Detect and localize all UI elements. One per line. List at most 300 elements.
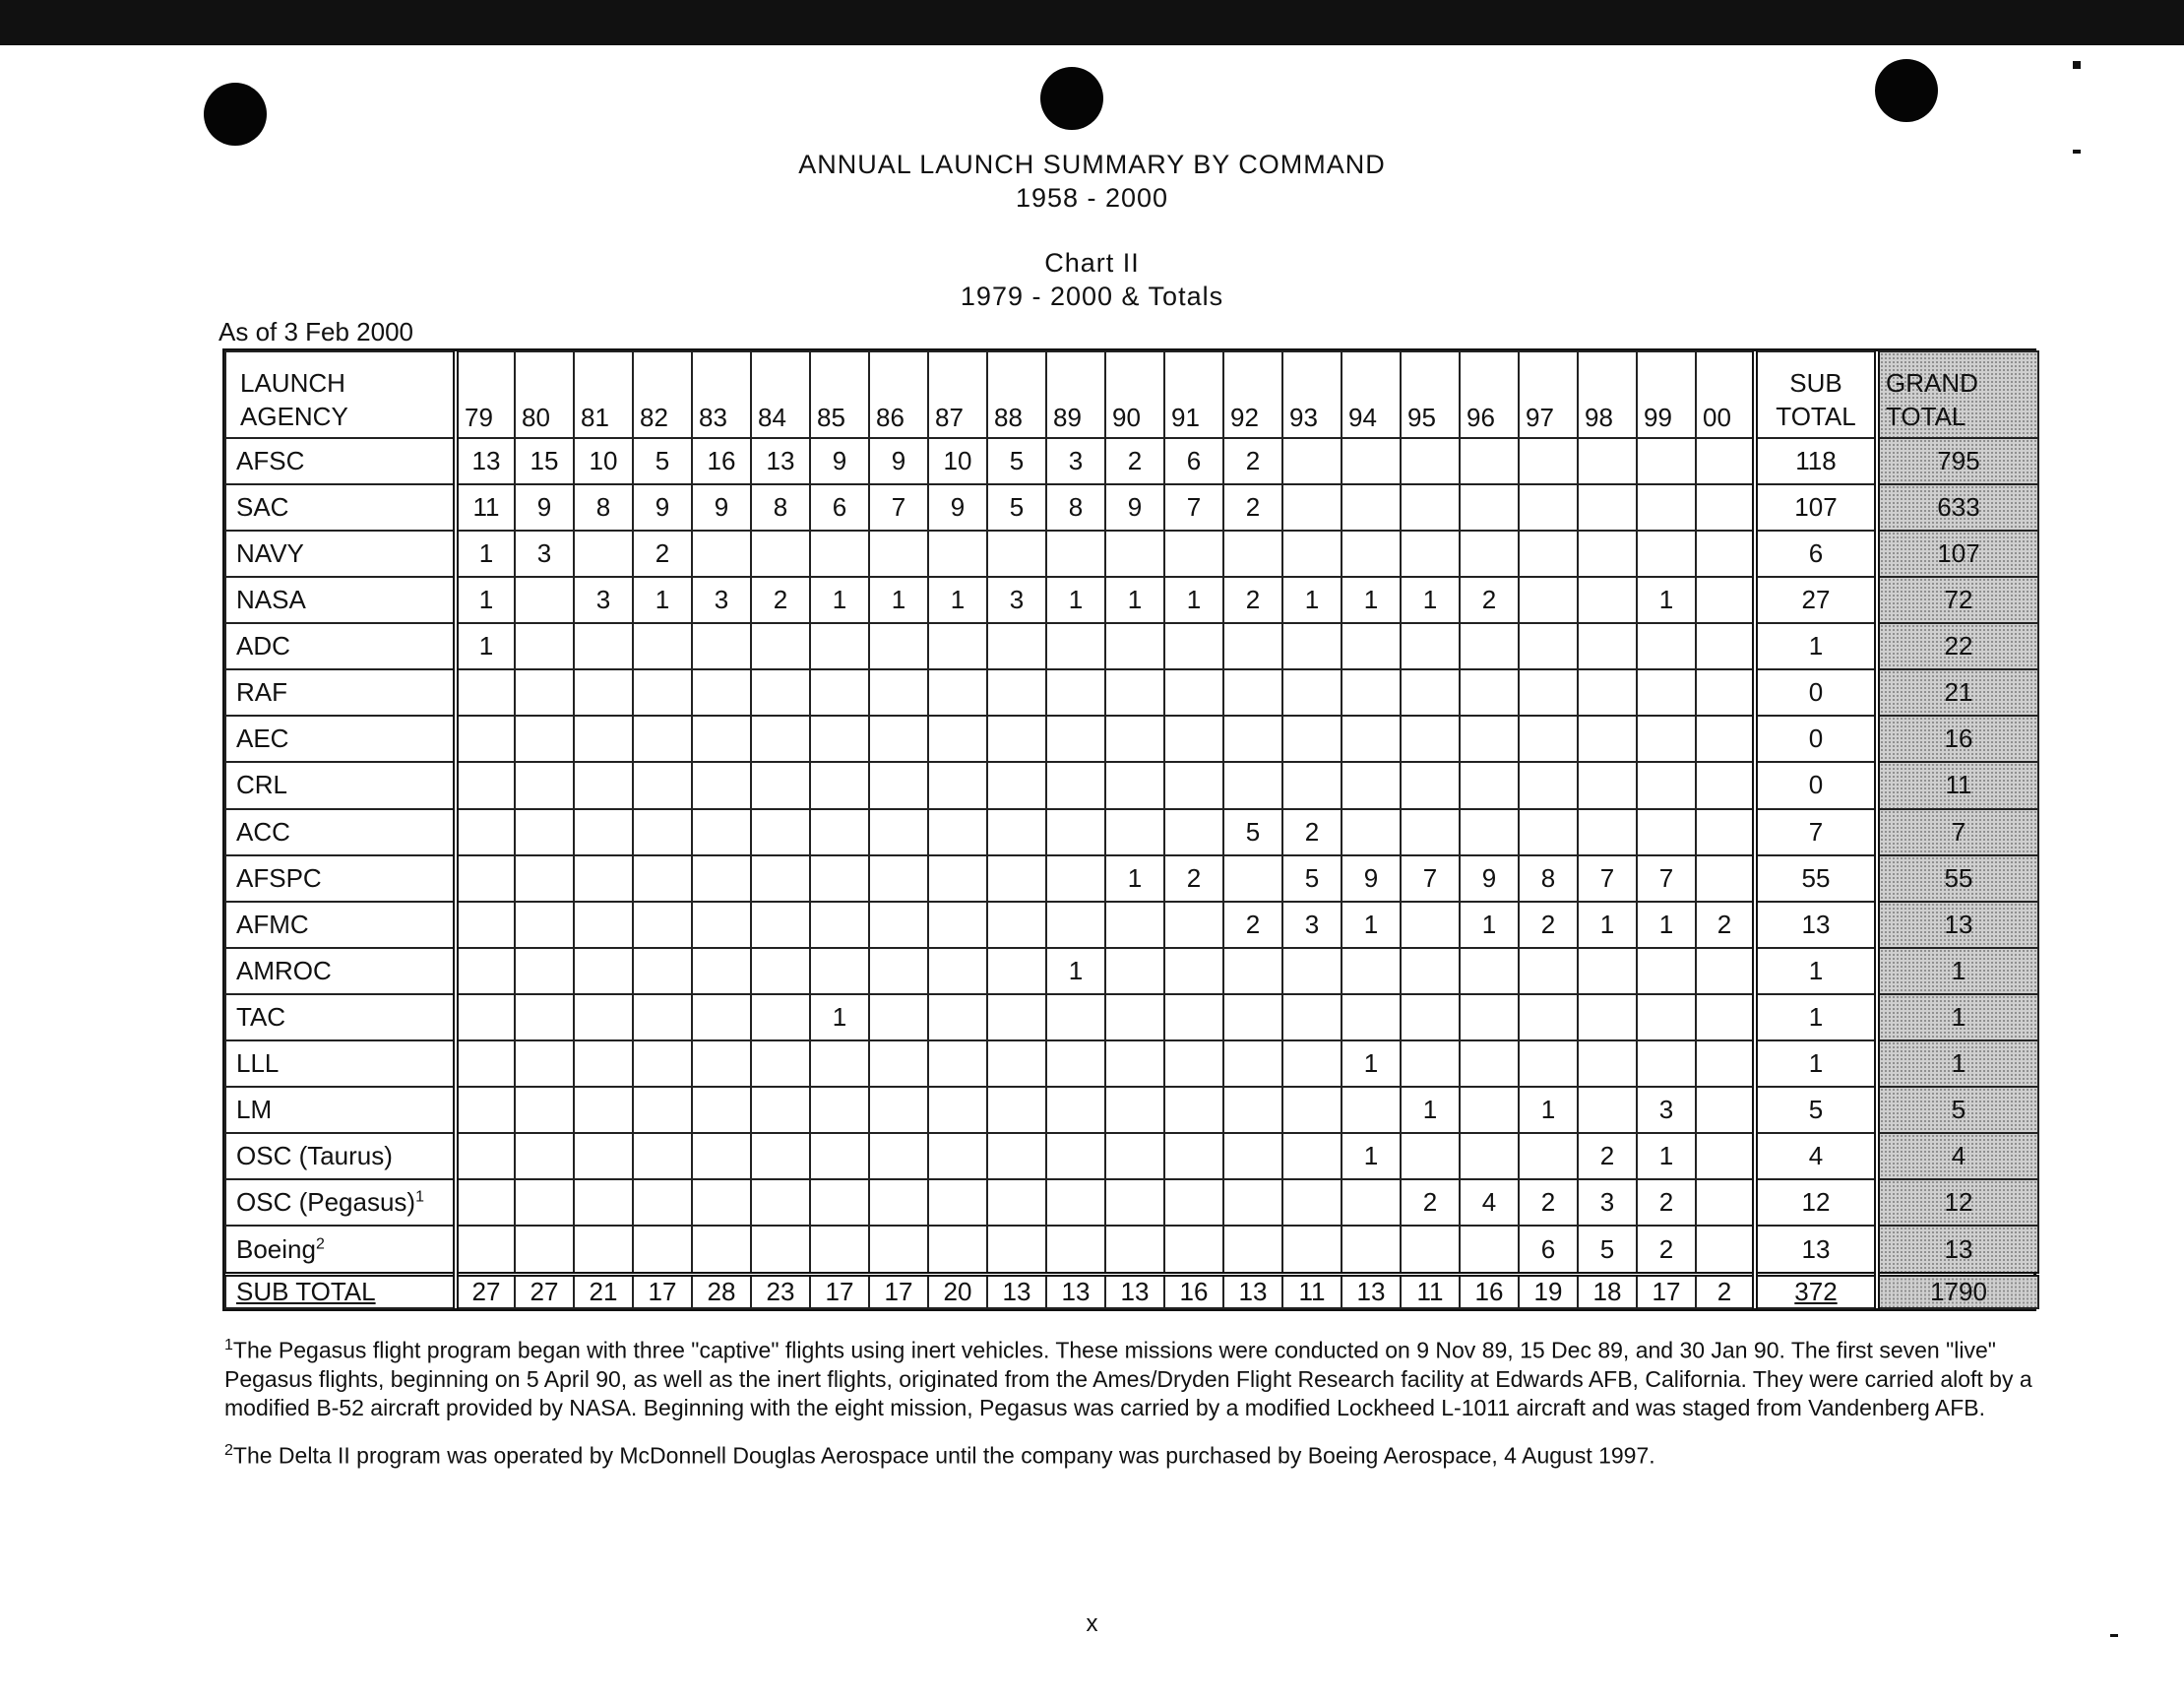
- launch-count-cell: [1223, 669, 1282, 716]
- chart-label: Chart II: [1044, 248, 1140, 278]
- launch-count-cell: [810, 669, 869, 716]
- grand-total-cell: 1: [1877, 994, 2038, 1040]
- year-sub-total-cell: 17: [810, 1275, 869, 1309]
- launch-count-cell: [1401, 531, 1460, 577]
- year-header: 82: [633, 351, 692, 438]
- launch-count-cell: [928, 1133, 987, 1179]
- launch-count-cell: [1460, 762, 1519, 808]
- sub-total-cell: 6: [1755, 531, 1877, 577]
- launch-count-cell: [1223, 948, 1282, 994]
- agency-name: SAC: [225, 484, 456, 531]
- launch-count-cell: [1342, 716, 1401, 762]
- launch-count-cell: [633, 1087, 692, 1133]
- launch-count-cell: [1223, 623, 1282, 669]
- launch-count-cell: [574, 1179, 633, 1226]
- year-header: 00: [1696, 351, 1755, 438]
- launch-count-cell: 2: [1282, 809, 1342, 855]
- launch-count-cell: [1164, 716, 1223, 762]
- agency-name: AFMC: [225, 902, 456, 948]
- launch-count-cell: [1046, 716, 1105, 762]
- table-row: [225, 762, 2038, 808]
- year-header: 94: [1342, 351, 1401, 438]
- launch-count-cell: [1637, 1040, 1696, 1087]
- launch-count-cell: [810, 623, 869, 669]
- launch-count-cell: [869, 1226, 928, 1274]
- sub-total-cell: 27: [1755, 577, 1877, 623]
- launch-count-cell: [692, 1133, 751, 1179]
- launch-count-cell: [810, 1087, 869, 1133]
- grand-total-cell: 5: [1877, 1087, 2038, 1133]
- launch-count-cell: [456, 855, 515, 902]
- launch-count-cell: 9: [692, 484, 751, 531]
- launch-count-cell: [692, 994, 751, 1040]
- table-row: [225, 531, 2038, 577]
- launch-count-cell: [1578, 762, 1637, 808]
- footnote-1: $^1$The Pegasus flight program began with three "captive" flights using inert vehicles. These missions were conducted on 9 Nov 89, 15 Dec 89, and 30 Jan 90. The first seven "live" Pegasus flights, beginning on 5 April 90, as well as the inert flights, originated from the Ames/Dryden Flight Research facility at Edwards AFB, California. They were carried aloft by a modified B-52 aircraft provided by NASA. Beginning with the eight mission, Pegasus was carried by a modified Lockheed L-1011 aircraft and was staged from Vandenberg AFB.: [224, 1337, 2032, 1420]
- launch-count-cell: [1105, 531, 1164, 577]
- launch-count-cell: 1: [810, 994, 869, 1040]
- launch-count-cell: [1637, 623, 1696, 669]
- launch-count-cell: [1578, 1087, 1637, 1133]
- launch-count-cell: [515, 577, 574, 623]
- launch-count-cell: [1223, 994, 1282, 1040]
- launch-count-cell: 2: [1519, 902, 1578, 948]
- launch-count-cell: [692, 762, 751, 808]
- launch-count-cell: [1578, 438, 1637, 484]
- launch-count-cell: [456, 716, 515, 762]
- launch-count-cell: [633, 1040, 692, 1087]
- year-sub-total-cell: 21: [574, 1275, 633, 1309]
- launch-count-cell: [1696, 994, 1755, 1040]
- year-header: 83: [692, 351, 751, 438]
- launch-count-cell: [1342, 531, 1401, 577]
- launch-count-cell: [1105, 1133, 1164, 1179]
- launch-count-cell: 1: [1637, 1133, 1696, 1179]
- launch-count-cell: [987, 1040, 1046, 1087]
- launch-count-cell: [1282, 716, 1342, 762]
- launch-count-cell: [1164, 1226, 1223, 1274]
- launch-count-cell: [1105, 948, 1164, 994]
- year-header: 98: [1578, 351, 1637, 438]
- year-sub-total-cell: 13: [1342, 1275, 1401, 1309]
- year-header: 96: [1460, 351, 1519, 438]
- agency-name: ADC: [225, 623, 456, 669]
- launch-count-cell: 4: [1460, 1179, 1519, 1226]
- agency-name: TAC: [225, 994, 456, 1040]
- launch-count-cell: 11: [456, 484, 515, 531]
- footnotes: [224, 1331, 2055, 1483]
- launch-count-cell: [987, 716, 1046, 762]
- grand-total-cell: 55: [1877, 855, 2038, 902]
- table-row: [225, 948, 2038, 994]
- launch-count-cell: [1637, 809, 1696, 855]
- agency-name: ACC: [225, 809, 456, 855]
- launch-count-cell: 5: [633, 438, 692, 484]
- launch-count-cell: [1696, 1040, 1755, 1087]
- launch-count-cell: 2: [1223, 484, 1282, 531]
- launch-count-cell: [456, 1133, 515, 1179]
- launch-count-cell: [1223, 716, 1282, 762]
- table-row: [225, 855, 2038, 902]
- launch-count-cell: 1: [1401, 577, 1460, 623]
- launch-count-cell: [456, 809, 515, 855]
- launch-count-cell: 3: [515, 531, 574, 577]
- launch-count-cell: [987, 902, 1046, 948]
- grand-total-cell: 4: [1877, 1133, 2038, 1179]
- launch-count-cell: [515, 902, 574, 948]
- launch-count-cell: [515, 948, 574, 994]
- launch-count-cell: [574, 902, 633, 948]
- launch-count-cell: [692, 855, 751, 902]
- year-sub-total-cell: 23: [751, 1275, 810, 1309]
- launch-count-cell: 9: [515, 484, 574, 531]
- launch-count-cell: [1578, 577, 1637, 623]
- launch-count-cell: [869, 762, 928, 808]
- launch-count-cell: [751, 531, 810, 577]
- launch-count-cell: 10: [574, 438, 633, 484]
- launch-count-cell: [987, 1226, 1046, 1274]
- launch-count-cell: [1401, 948, 1460, 994]
- year-sub-total-cell: 19: [1519, 1275, 1578, 1309]
- launch-count-cell: [810, 762, 869, 808]
- launch-count-cell: 6: [1519, 1226, 1578, 1274]
- launch-count-cell: [633, 902, 692, 948]
- launch-count-cell: [1223, 1040, 1282, 1087]
- launch-count-cell: 1: [456, 623, 515, 669]
- launch-count-cell: [1105, 809, 1164, 855]
- launch-count-cell: 9: [633, 484, 692, 531]
- agency-name: LLL: [225, 1040, 456, 1087]
- grand-total-cell: 72: [1877, 577, 2038, 623]
- launch-count-cell: 1: [1519, 1087, 1578, 1133]
- launch-count-cell: [456, 1040, 515, 1087]
- launch-count-cell: [1223, 1087, 1282, 1133]
- launch-count-cell: [928, 994, 987, 1040]
- launch-count-cell: 3: [1282, 902, 1342, 948]
- launch-count-cell: [1282, 994, 1342, 1040]
- year-header: 93: [1282, 351, 1342, 438]
- launch-count-cell: [987, 948, 1046, 994]
- year-sub-total-cell: 27: [515, 1275, 574, 1309]
- table-row: [225, 577, 2038, 623]
- launch-count-cell: [1342, 623, 1401, 669]
- launch-count-cell: [1342, 484, 1401, 531]
- launch-count-cell: 9: [1105, 484, 1164, 531]
- launch-count-cell: 2: [1637, 1179, 1696, 1226]
- launch-count-cell: [928, 948, 987, 994]
- launch-count-cell: [1342, 994, 1401, 1040]
- launch-count-cell: 2: [1401, 1179, 1460, 1226]
- launch-count-cell: [1460, 669, 1519, 716]
- launch-count-cell: [1519, 531, 1578, 577]
- launch-count-cell: [1460, 948, 1519, 994]
- page-number: x: [1086, 1610, 1098, 1637]
- launch-count-cell: [1282, 438, 1342, 484]
- launch-count-cell: [869, 948, 928, 994]
- launch-count-cell: [987, 855, 1046, 902]
- agency-name: AFSC: [225, 438, 456, 484]
- launch-count-cell: [1401, 762, 1460, 808]
- launch-summary-table: [224, 350, 2039, 1309]
- launch-count-cell: [810, 948, 869, 994]
- year-header: 91: [1164, 351, 1223, 438]
- launch-count-cell: [1223, 1179, 1282, 1226]
- table-row: [225, 994, 2038, 1040]
- launch-count-cell: [692, 623, 751, 669]
- launch-count-cell: [1164, 623, 1223, 669]
- launch-count-cell: [633, 716, 692, 762]
- year-sub-total-cell: 17: [869, 1275, 928, 1309]
- year-header: 84: [751, 351, 810, 438]
- launch-count-cell: 2: [1519, 1179, 1578, 1226]
- launch-count-cell: [987, 994, 1046, 1040]
- launch-count-cell: [810, 716, 869, 762]
- launch-count-cell: [515, 762, 574, 808]
- launch-count-cell: 13: [751, 438, 810, 484]
- launch-count-cell: [1223, 855, 1282, 902]
- agency-name: Boeing$^2$: [225, 1226, 456, 1274]
- launch-count-cell: 16: [692, 438, 751, 484]
- launch-count-cell: [869, 809, 928, 855]
- launch-count-cell: [456, 669, 515, 716]
- launch-count-cell: [1696, 762, 1755, 808]
- launch-count-cell: [1105, 1179, 1164, 1226]
- launch-count-cell: 1: [1105, 855, 1164, 902]
- launch-count-cell: [1696, 1179, 1755, 1226]
- launch-count-cell: 5: [1223, 809, 1282, 855]
- launch-count-cell: [456, 1226, 515, 1274]
- launch-count-cell: [1519, 1040, 1578, 1087]
- launch-count-cell: [1637, 994, 1696, 1040]
- launch-count-cell: [1637, 716, 1696, 762]
- agency-name: AEC: [225, 716, 456, 762]
- launch-count-cell: [1696, 855, 1755, 902]
- table-row: [225, 1226, 2038, 1274]
- launch-count-cell: [1046, 1087, 1105, 1133]
- launch-count-cell: [987, 1133, 1046, 1179]
- launch-count-cell: 9: [810, 438, 869, 484]
- launch-count-cell: 3: [1578, 1179, 1637, 1226]
- launch-count-cell: [928, 1087, 987, 1133]
- launch-count-cell: [869, 994, 928, 1040]
- launch-count-cell: [1342, 948, 1401, 994]
- launch-count-cell: [1223, 531, 1282, 577]
- page-top-edge: [0, 0, 2184, 45]
- launch-count-cell: 9: [928, 484, 987, 531]
- launch-count-cell: [869, 855, 928, 902]
- year-header: 90: [1105, 351, 1164, 438]
- year-header: 81: [574, 351, 633, 438]
- grand-total-cell: 21: [1877, 669, 2038, 716]
- launch-count-cell: 1: [869, 577, 928, 623]
- launch-count-cell: 1: [456, 531, 515, 577]
- launch-count-cell: [515, 716, 574, 762]
- as-of-date: As of 3 Feb 2000: [218, 317, 414, 346]
- launch-count-cell: [1342, 1179, 1401, 1226]
- launch-count-cell: [633, 623, 692, 669]
- launch-count-cell: [1282, 948, 1342, 994]
- launch-count-cell: [1282, 1133, 1342, 1179]
- launch-count-cell: [751, 902, 810, 948]
- launch-count-cell: [1401, 1133, 1460, 1179]
- launch-count-cell: [1696, 1087, 1755, 1133]
- launch-count-cell: [633, 762, 692, 808]
- launch-count-cell: [692, 809, 751, 855]
- table-row: [225, 623, 2038, 669]
- launch-count-cell: 1: [456, 577, 515, 623]
- launch-count-cell: [692, 669, 751, 716]
- binder-hole-right: [1875, 59, 1938, 122]
- launch-count-cell: 8: [574, 484, 633, 531]
- launch-count-cell: 8: [1046, 484, 1105, 531]
- sub-total-cell: 55: [1755, 855, 1877, 902]
- table-row: [225, 1040, 2038, 1087]
- launch-count-cell: [1282, 1179, 1342, 1226]
- launch-count-cell: [1696, 577, 1755, 623]
- launch-count-cell: [1282, 762, 1342, 808]
- launch-count-cell: 2: [1105, 438, 1164, 484]
- launch-count-cell: [1696, 484, 1755, 531]
- launch-count-cell: 2: [1223, 438, 1282, 484]
- launch-count-cell: 15: [515, 438, 574, 484]
- launch-count-cell: [574, 855, 633, 902]
- launch-count-cell: 9: [869, 438, 928, 484]
- launch-count-cell: 6: [810, 484, 869, 531]
- year-sub-total-cell: 27: [456, 1275, 515, 1309]
- launch-count-cell: 13: [456, 438, 515, 484]
- launch-count-cell: [1519, 669, 1578, 716]
- launch-count-cell: 3: [1046, 438, 1105, 484]
- launch-count-cell: [1164, 1179, 1223, 1226]
- launch-count-cell: [1164, 531, 1223, 577]
- launch-count-cell: [1696, 438, 1755, 484]
- launch-count-cell: [574, 531, 633, 577]
- document-title: ANNUAL LAUNCH SUMMARY BY COMMAND: [798, 150, 1386, 179]
- sub-total-cell: 5: [1755, 1087, 1877, 1133]
- sub-total-cell: 1: [1755, 1040, 1877, 1087]
- launch-count-cell: [1519, 1133, 1578, 1179]
- launch-count-cell: [515, 994, 574, 1040]
- launch-count-cell: 7: [1164, 484, 1223, 531]
- launch-count-cell: [810, 1226, 869, 1274]
- launch-count-cell: [1460, 716, 1519, 762]
- launch-count-cell: [751, 1179, 810, 1226]
- agency-name: AMROC: [225, 948, 456, 994]
- launch-count-cell: [1342, 1087, 1401, 1133]
- year-header: 99: [1637, 351, 1696, 438]
- table-row: [225, 1179, 2038, 1226]
- launch-count-cell: [928, 762, 987, 808]
- launch-count-cell: [928, 1226, 987, 1274]
- launch-count-cell: [1460, 438, 1519, 484]
- year-sub-total-cell: 20: [928, 1275, 987, 1309]
- launch-count-cell: [574, 669, 633, 716]
- launch-count-cell: 5: [1282, 855, 1342, 902]
- year-sub-total-cell: 13: [1105, 1275, 1164, 1309]
- grand-total-cell: 107: [1877, 531, 2038, 577]
- launch-count-cell: [751, 809, 810, 855]
- launch-count-cell: [1164, 762, 1223, 808]
- launch-count-cell: 9: [1342, 855, 1401, 902]
- launch-count-cell: [1105, 1226, 1164, 1274]
- sub-total-cell: 107: [1755, 484, 1877, 531]
- agency-name: RAF: [225, 669, 456, 716]
- agency-name: NAVY: [225, 531, 456, 577]
- chart-range: 1979 - 2000 & Totals: [960, 282, 1224, 311]
- launch-count-cell: [692, 1226, 751, 1274]
- launch-count-cell: [633, 855, 692, 902]
- launch-count-cell: 8: [1519, 855, 1578, 902]
- launch-count-cell: [751, 1087, 810, 1133]
- table-subtotal-row: [225, 1275, 2038, 1309]
- launch-count-cell: [1401, 809, 1460, 855]
- grand-total-cell: 12: [1877, 1179, 2038, 1226]
- sub-total-cell: 13: [1755, 1226, 1877, 1274]
- agency-name: NASA: [225, 577, 456, 623]
- launch-count-cell: [1637, 438, 1696, 484]
- launch-count-cell: [987, 623, 1046, 669]
- launch-count-cell: [1282, 484, 1342, 531]
- launch-count-cell: [456, 762, 515, 808]
- table-row: [225, 669, 2038, 716]
- sub-total-cell: 13: [1755, 902, 1877, 948]
- launch-count-cell: [1401, 716, 1460, 762]
- launch-count-cell: [633, 1133, 692, 1179]
- grand-total-cell: 795: [1877, 438, 2038, 484]
- launch-count-cell: [1578, 484, 1637, 531]
- launch-count-cell: [751, 1133, 810, 1179]
- launch-count-cell: [1637, 762, 1696, 808]
- year-sub-total-cell: 17: [633, 1275, 692, 1309]
- launch-count-cell: [928, 623, 987, 669]
- launch-count-cell: 3: [1637, 1087, 1696, 1133]
- launch-count-cell: 10: [928, 438, 987, 484]
- launch-count-cell: [869, 1179, 928, 1226]
- launch-count-cell: [1401, 994, 1460, 1040]
- year-sub-total-cell: 28: [692, 1275, 751, 1309]
- launch-count-cell: [1164, 994, 1223, 1040]
- sub-total-cell: 4: [1755, 1133, 1877, 1179]
- launch-count-cell: [1401, 1040, 1460, 1087]
- grand-total-cell: 22: [1877, 623, 2038, 669]
- launch-count-cell: [456, 994, 515, 1040]
- launch-count-cell: [1046, 1040, 1105, 1087]
- launch-count-cell: [928, 855, 987, 902]
- launch-count-cell: [633, 809, 692, 855]
- sub-total-label: SUB TOTAL: [225, 1275, 456, 1309]
- launch-count-cell: [751, 1040, 810, 1087]
- launch-count-cell: [869, 531, 928, 577]
- launch-count-cell: [692, 948, 751, 994]
- launch-count-cell: [1046, 1226, 1105, 1274]
- launch-count-cell: [1164, 669, 1223, 716]
- launch-count-cell: [987, 809, 1046, 855]
- table-row: [225, 438, 2038, 484]
- launch-count-cell: [810, 855, 869, 902]
- launch-count-cell: 1: [1046, 948, 1105, 994]
- launch-count-cell: [1046, 902, 1105, 948]
- sub-total-cell: 7: [1755, 809, 1877, 855]
- year-sub-total-cell: 16: [1460, 1275, 1519, 1309]
- agency-name: OSC (Pegasus)$^1$: [225, 1179, 456, 1226]
- launch-count-cell: 1: [1460, 902, 1519, 948]
- launch-count-cell: [1460, 994, 1519, 1040]
- launch-count-cell: [810, 1040, 869, 1087]
- year-sub-total-cell: 16: [1164, 1275, 1223, 1309]
- agency-name: CRL: [225, 762, 456, 808]
- launch-count-cell: [1696, 623, 1755, 669]
- launch-count-cell: [1342, 762, 1401, 808]
